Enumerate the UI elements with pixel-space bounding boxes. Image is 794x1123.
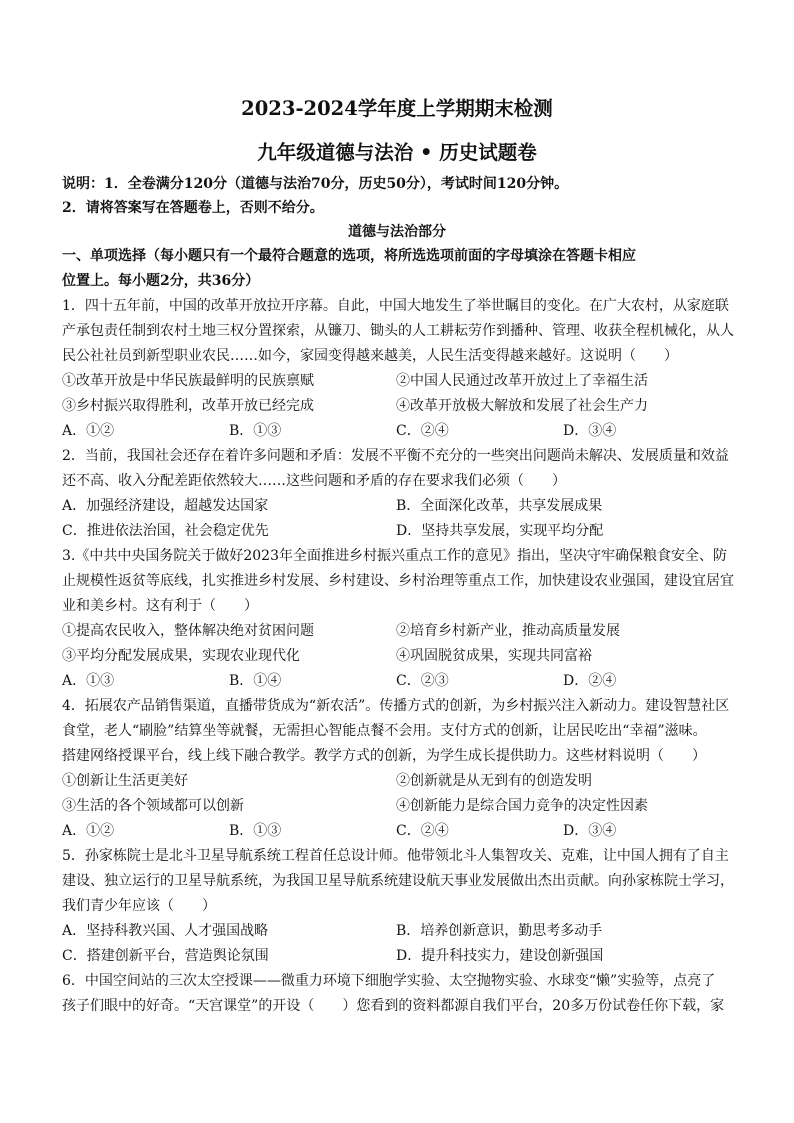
q1-choice-b: B．①③ [229, 423, 282, 439]
q1-statement-2: ②中国人民通过改革开放过上了幸福生活 [396, 373, 648, 389]
q3-stem-line: 止规模性返贫等底线，扎实推进乡村发展、乡村建设、乡村治理等重点工作，加快建设农业强国，建设宜居宜 [62, 573, 734, 589]
q4-choice-d: D．③④ [563, 823, 617, 839]
q4-choice-c: C．②④ [396, 823, 449, 839]
q4-stem-line: 4．拓展农产品销售渠道，直播带货成为“新农活”。传播方式的创新，为乡村振兴注入新动力。建设智慧社区 [62, 698, 730, 714]
q3-statement-2: ②培育乡村新产业，推动高质量发展 [396, 623, 620, 639]
q1-statement-3: ③乡村振兴取得胜利，改革开放已经完成 [62, 398, 314, 414]
part1-heading: 一、单项选择（每小题只有一个最符合题意的选项，将所选选项前面的字母填涂在答题卡相应 [62, 248, 636, 264]
q5-choice-c: C．搭建创新平台，营造舆论氛围 [62, 948, 269, 964]
q5-stem-line: 建设、独立运行的卫星导航系统，为我国卫星导航系统建设航天事业发展做出杰出贡献。向孙家栋院士学习， [62, 873, 734, 889]
q1-statement-1: ①改革开放是中华民族最鲜明的民族禀赋 [62, 373, 314, 389]
q2-stem-line: 2．当前，我国社会还存在着许多问题和矛盾：发展不平衡不充分的一些突出问题尚未解决、发展质量和效益 [62, 448, 729, 464]
q5-choice-b: B．培养创新意识，勤思考多动手 [396, 923, 603, 939]
q4-stem-line: 搭建网络授课平台，线上线下融合教学。教学方式的创新，为学生成长提供助力。这些材料说明（ ） [62, 748, 706, 764]
q3-choice-d: D．②④ [563, 673, 617, 689]
q2-stem-line: 还不高、收入分配差距依然较大……这些问题和矛盾的存在要求我们必须（ ） [62, 473, 566, 489]
q4-choice-b: B．①③ [229, 823, 282, 839]
q1-choice-c: C．②④ [396, 423, 449, 439]
q5-stem-line: 5．孙家栋院士是北斗卫星导航系统工程首任总设计师。他带领北斗人集智攻关、克难，让中国人拥有了自主 [62, 848, 729, 864]
q1-choice-a: A．①② [62, 423, 115, 439]
q4-statement-1: ①创新让生活更美好 [62, 773, 188, 789]
q1-stem-line: 1．四十五年前，中国的改革开放拉开序幕。自此，中国大地发生了举世瞩目的变化。在广大农村，从家庭联 [62, 298, 729, 314]
exam-subtitle: 九年级道德与法治 • 历史试题卷 [257, 141, 537, 164]
q1-statement-4: ④改革开放极大解放和发展了社会生产力 [396, 398, 648, 414]
q1-choice-d: D．③④ [563, 423, 617, 439]
q5-choice-d: D．提升科技实力，建设创新强国 [396, 948, 604, 964]
q3-statement-3: ③平均分配发展成果，实现农业现代化 [62, 648, 300, 664]
exam-title: 2023-2024学年度上学期期末检测 [241, 97, 553, 120]
q6-stem-line: 孩子们眼中的好奇。“天宫课堂”的开设（ ）您看到的资料都源自我们平台，20多万份试卷任你下载，家 [62, 998, 725, 1014]
q4-statement-2: ②创新就是从无到有的创造发明 [396, 773, 592, 789]
q3-choice-b: B．①④ [229, 673, 282, 689]
q2-choice-c: C．推进依法治国，社会稳定优先 [62, 523, 269, 539]
part1-heading-cont: 位置上。每小题2分，共36分） [62, 273, 260, 289]
q5-choice-a: A．坚持科教兴国、人才强国战略 [62, 923, 269, 939]
q2-choice-a: A．加强经济建设，超越发达国家 [62, 498, 269, 514]
q5-stem-line: 我们青少年应该（ ） [62, 898, 216, 914]
q4-statement-3: ③生活的各个领域都可以创新 [62, 798, 244, 814]
q1-stem-line: 民公社社员到新型职业农民……如今，家园变得越来越美，人民生活变得越来越好。这说明（ ） [62, 348, 678, 364]
q3-choice-a: A．①③ [62, 673, 115, 689]
q4-statement-4: ④创新能力是综合国力竞争的决定性因素 [396, 798, 648, 814]
q6-stem-line: 6．中国空间站的三次太空授课——微重力环境下细胞学实验、太空抛物实验、水球变“懒”实验等，点亮了 [62, 973, 716, 989]
q2-choice-b: B．全面深化改革，共享发展成果 [396, 498, 603, 514]
q1-stem-line: 产承包责任制到农村土地三权分置探索，从镰刀、锄头的人工耕耘劳作到播种、管理、收获全程机械化，从人 [62, 323, 734, 339]
q3-statement-4: ④巩固脱贫成果，实现共同富裕 [396, 648, 592, 664]
q3-statement-1: ①提高农民收入，整体解决绝对贫困问题 [62, 623, 314, 639]
q4-stem-line: 食堂，老人“刷脸”结算坐等就餐，无需担心智能点餐不会用。支付方式的创新，让居民吃出“幸福”滋味。 [62, 723, 707, 739]
section-title: 道德与法治部分 [348, 224, 446, 240]
q3-stem-line: 业和美乡村。这有利于（ ） [62, 598, 258, 614]
instruction-line-2: 2．请将答案写在答题卷上，否则不给分。 [62, 200, 324, 216]
instruction-line-1: 说明：1．全卷满分120分（道德与法治70分，历史50分），考试时间120分钟。 [62, 176, 569, 192]
q3-stem-line: 3.《中共中央国务院关于做好2023年全面推进乡村振兴重点工作的意见》指出，坚决守牢确保粮食安全、防 [62, 548, 727, 564]
q4-choice-a: A．①② [62, 823, 115, 839]
q3-choice-c: C．②③ [396, 673, 449, 689]
q2-choice-d: D．坚持共享发展，实现平均分配 [396, 523, 604, 539]
